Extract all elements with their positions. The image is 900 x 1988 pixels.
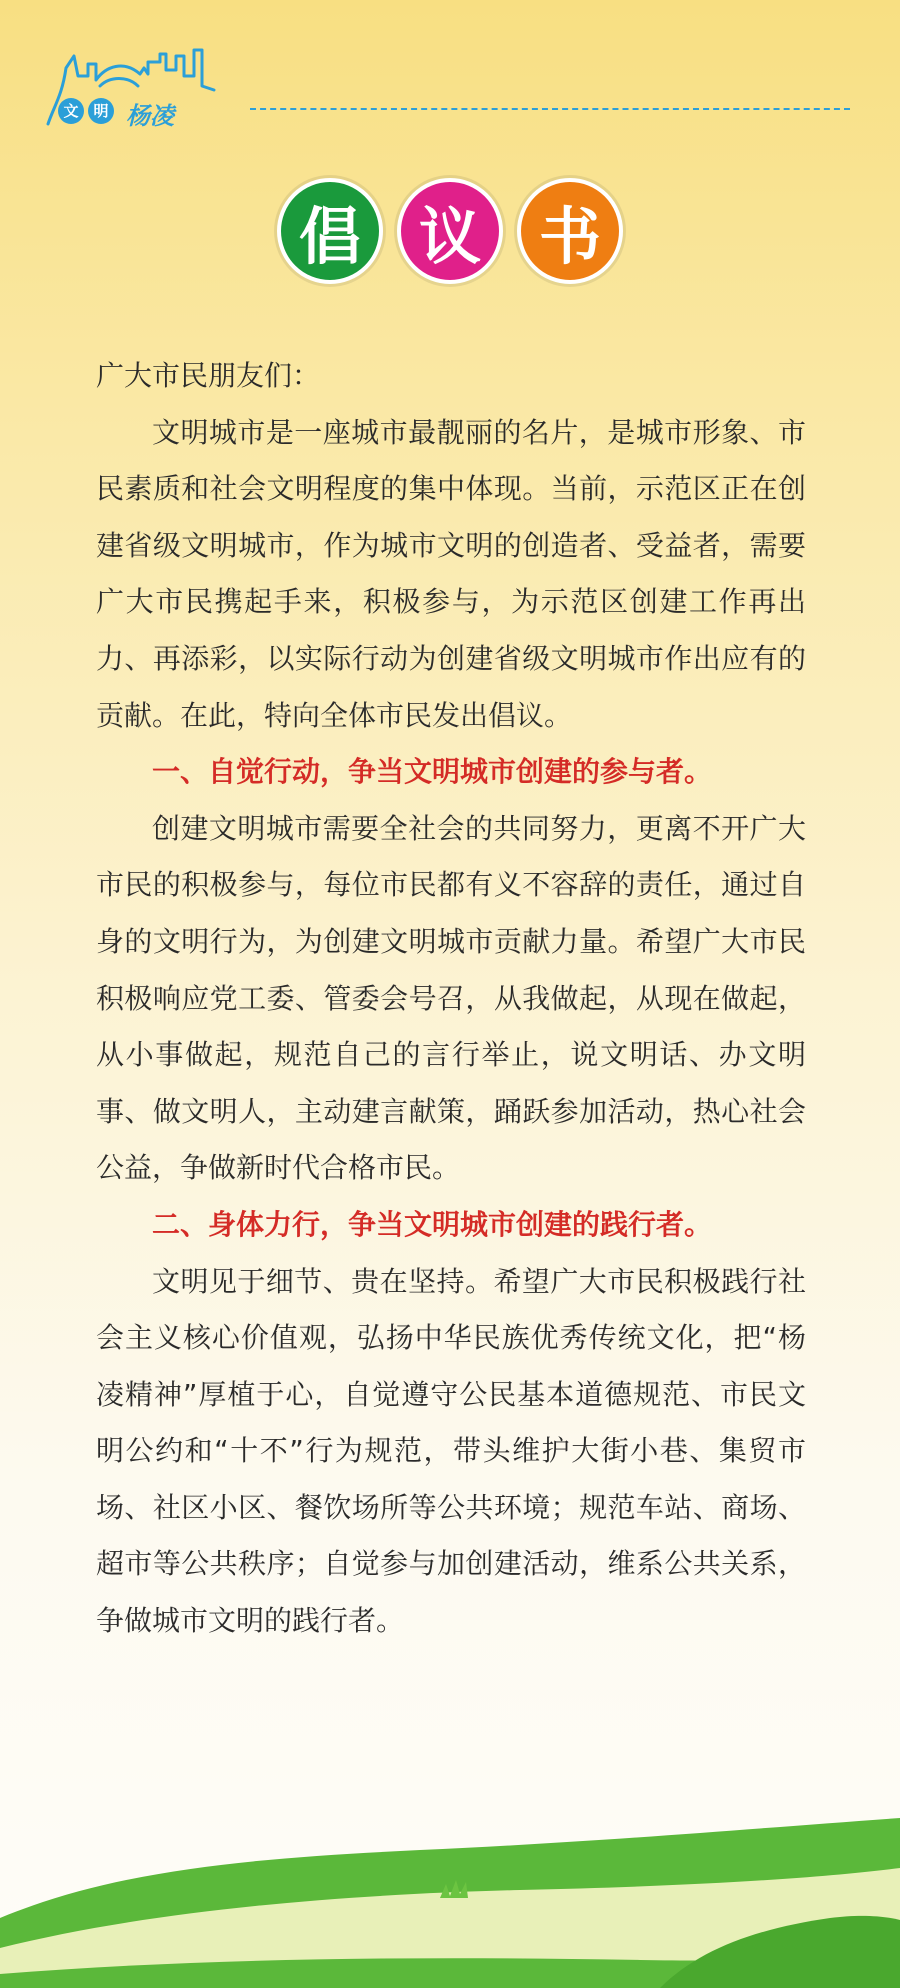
title-char-2: 议 [397, 178, 503, 284]
proposal-body [96, 348, 806, 1650]
salutation: 广大市民朋友们： [96, 359, 321, 392]
page-title [0, 178, 900, 284]
title-char-3: 书 [517, 178, 623, 284]
section-heading-2: 二、身体力行，争当文明城市创建的践行者。 [152, 1207, 713, 1241]
paragraph-section-1: 创建文明城市需要全社会的共同努力，更离不开广大市民的积极参与，每位市民都有义不容辞的责任，通过自身的文明行为，为创建文明城市贡献力量。希望广大市民积极响应党工委、管委会号召，从我做起，从现在做起，从小事做起，规范自己的言行举止，说文明话、办文明事、做文明人，主动建言献策，踊跃参加活动，热心社会公益，争做新时代合格市民。 [96, 811, 806, 1185]
logo-text: 杨凌 [126, 101, 174, 130]
paragraph-intro: 文明城市是一座城市最靓丽的名片，是城市形象、市民素质和社会文明程度的集中体现。当前，示范区正在创建省级文明城市，作为城市文明的创造者、受益者，需要广大市民携起手来，积极参与，为示范区创建工作再出力、再添彩，以实际行动为创建省级文明城市作出应有的贡献。在此，特向全体市民发出倡议。 [96, 415, 806, 732]
title-char-1: 倡 [277, 178, 383, 284]
logo-badge-wen: 文 [58, 98, 84, 124]
dashed-divider [250, 108, 850, 110]
section-heading-1: 一、自觉行动，争当文明城市创建的参与者。 [152, 755, 713, 789]
logo [44, 46, 254, 136]
grass-hill-decoration [0, 1798, 900, 1988]
paragraph-section-2: 文明见于细节、贵在坚持。希望广大市民积极践行社会主义核心价值观，弘扬中华民族优秀传统文化，把“杨凌精神”厚植于心，自觉遵守公民基本道德规范、市民文明公约和“十不”行为规范，带头维护大街小巷、集贸市场、社区小区、餐饮场所等公共环境；规范车站、商场、超市等公共秩序；自觉参与加创建活动，维系公共关系，争做城市文明的践行者。 [96, 1264, 806, 1638]
logo-badge-ming: 明 [88, 98, 114, 124]
